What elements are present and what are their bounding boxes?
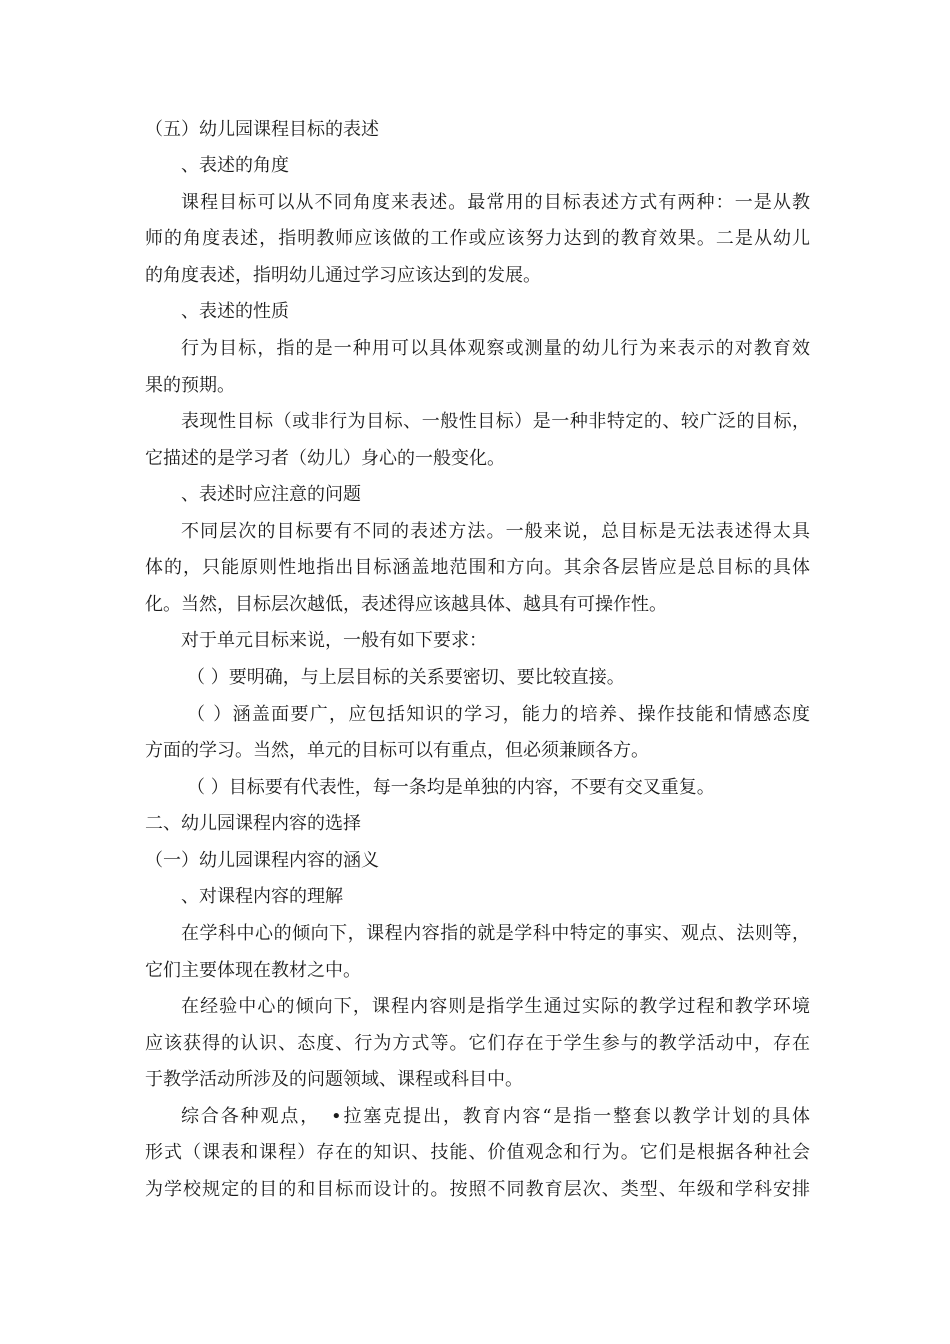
- paragraph-line: 化。当然，目标层次越低，表述得应该越具体、越具有可操作性。: [145, 594, 667, 615]
- subheading-understanding: 、对课程内容的理解: [181, 886, 343, 907]
- paragraph-line: 行为目标，指的是一种用可以具体观察或测量的幼儿行为来表示的对教育效: [181, 338, 810, 359]
- paragraph-line: 它们主要体现在教材之中。: [145, 960, 361, 981]
- paragraph-line: 果的预期。: [145, 375, 235, 396]
- paragraph-line: 对于单元目标来说，一般有如下要求：: [181, 630, 487, 651]
- paragraph-line: 为学校规定的目的和目标而设计的。按照不同教育层次、类型、年级和学科安排: [145, 1179, 810, 1200]
- paragraph-line: 形式（课表和课程）存在的知识、技能、价值观念和行为。它们是根据各种社会: [145, 1142, 810, 1163]
- paragraph-line: 不同层次的目标要有不同的表述方法。一般来说，总目标是无法表述得太具: [181, 521, 810, 542]
- subheading-nature: 、表述的性质: [181, 301, 289, 322]
- paragraph-line: 它描述的是学习者（幼儿）身心的一般变化。: [145, 448, 505, 469]
- paragraph-line: 体的，只能原则性地指出目标涵盖地范围和方向。其余各层皆应是总目标的具体: [145, 557, 810, 578]
- list-item: （ ）要明确，与上层目标的关系要密切、要比较直接。: [187, 667, 625, 688]
- list-item: （ ）目标要有代表性，每一条均是单独的内容，不要有交叉重复。: [187, 777, 715, 798]
- paragraph-line: 应该获得的认识、态度、行为方式等。它们存在于学生参与的教学活动中，存在: [145, 1033, 810, 1054]
- paragraph-line: 于教学活动所涉及的问题领域、课程或科目中。: [145, 1069, 523, 1090]
- list-item: （ ）涵盖面要广，应包括知识的学习，能力的培养、操作技能和情感态度: [187, 704, 810, 725]
- subheading-angle: 、表述的角度: [181, 155, 289, 176]
- paragraph-line: 课程目标可以从不同角度来表述。最常用的目标表述方式有两种：一是从教: [181, 192, 810, 213]
- section-heading-5: （五）幼儿园课程目标的表述: [145, 119, 379, 140]
- section-heading-2-1: （一）幼儿园课程内容的涵义: [145, 850, 379, 871]
- paragraph-line: 在经验中心的倾向下，课程内容则是指学生通过实际的教学过程和教学环境: [181, 996, 810, 1017]
- paragraph-line: 师的角度表述，指明教师应该做的工作或应该努力达到的教育效果。二是从幼儿: [145, 228, 810, 249]
- paragraph-line: 在学科中心的倾向下，课程内容指的就是学科中特定的事实、观点、法则等，: [181, 923, 810, 944]
- subheading-issues: 、表述时应注意的问题: [181, 484, 361, 505]
- paragraph-line: 综合各种观点， •拉塞克提出，教育内容“是指一整套以教学计划的具体: [181, 1106, 810, 1127]
- paragraph-line: 的角度表述，指明幼儿通过学习应该达到的发展。: [145, 265, 541, 286]
- section-heading-2: 二、幼儿园课程内容的选择: [145, 813, 361, 834]
- paragraph-line: 表现性目标（或非行为目标、一般性目标）是一种非特定的、较广泛的目标，: [181, 411, 810, 432]
- paragraph-line: 方面的学习。当然，单元的目标可以有重点，但必须兼顾各方。: [145, 740, 649, 761]
